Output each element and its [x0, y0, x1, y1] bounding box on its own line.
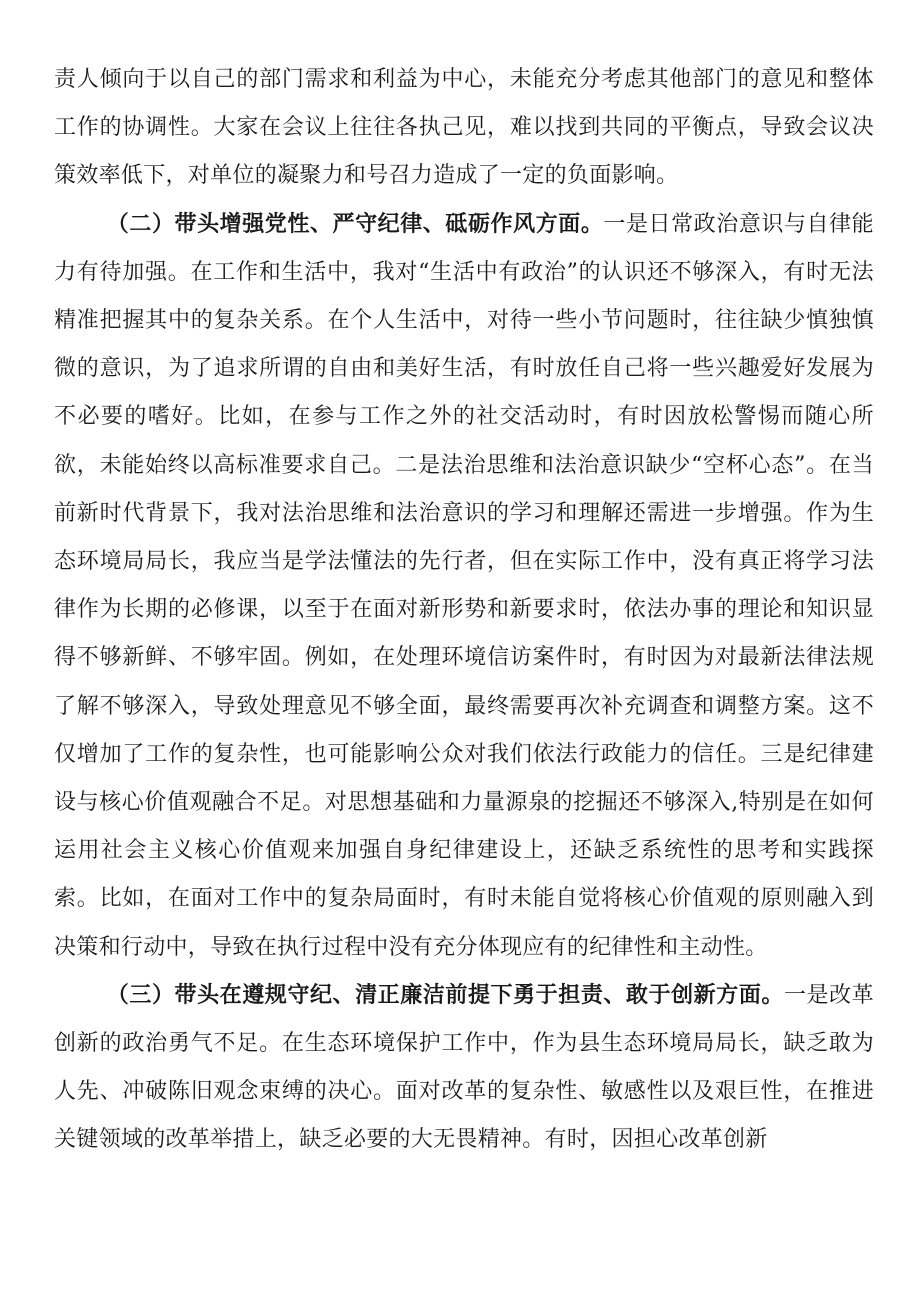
section-heading: （二）带头增强党性、严守纪律、砥砺作风方面。 [106, 211, 604, 237]
paragraph-continuation [54, 56, 874, 201]
section-heading: （三）带头在遵规守纪、清正廉洁前提下勇于担责、敢于创新方面。 [106, 982, 784, 1008]
paragraph-text: 责人倾向于以自己的部门需求和利益为中心，未能充分考虑其他部门的意见和整体工作的协调性。大家在会议上往往各执己见，难以找到共同的平衡点，导致会议决策效率低下，对单位的凝聚力和号召力造成了一定的负面影响。 [54, 67, 874, 189]
paragraph-section-2 [54, 201, 874, 972]
document-body [54, 56, 874, 1165]
paragraph-text: 一是改革创新的政治勇气不足。在生态环境保护工作中，作为县生态环境局局长，缺乏敢为人先、冲破陈旧观念束缚的决心。面对改革的复杂性、敏感性以及艰巨性，在推进关键领域的改革举措上，缺乏必要的大无畏精神。有时，因担心改革创新 [54, 982, 874, 1153]
paragraph-section-3 [54, 972, 874, 1165]
paragraph-text: 一是日常政治意识与自律能力有待加强。在工作和生活中，我对“生活中有政治”的认识还不够深入，有时无法精准把握其中的复杂关系。在个人生活中，对待一些小节问题时，往往缺少慎独慎微的意识，为了追求所谓的自由和美好生活，有时放任自己将一些兴趣爱好发展为不必要的嗜好。比如，在参与工作之外的社交活动时，有时因放松警惕而随心所欲，未能始终以高标准要求自己。二是法治思维和法治意识缺少“空杯心态”。在当前新时代背景下，我对法治思维和法治意识的学习和理解还需进一步增强。作为生态环境局局长，我应当是学法懂法的先行者，但在实际工作中，没有真正将学习法律作为长期的必修课，以至于在面对新形势和新要求时，依法办事的理论和知识显得不够新鲜、不够牢固。例如，在处理环境信访案件时，有时因为对最新法律法规了解不够深入，导致处理意见不够全面，最终需要再次补充调查和调整方案。这不仅增加了工作的复杂性，也可能影响公众对我们依法行政能力的信任。三是纪律建设与核心价值观融合不足。对思想基础和力量源泉的挖掘还不够深入,特别是在如何运用社会主义核心价值观来加强自身纪律建设上，还缺乏系统性的思考和实践探索。比如，在面对工作中的复杂局面时，有时未能自觉将核心价值观的原则融入到决策和行动中，导致在执行过程中没有充分体现应有的纪律性和主动性。 [54, 211, 874, 960]
